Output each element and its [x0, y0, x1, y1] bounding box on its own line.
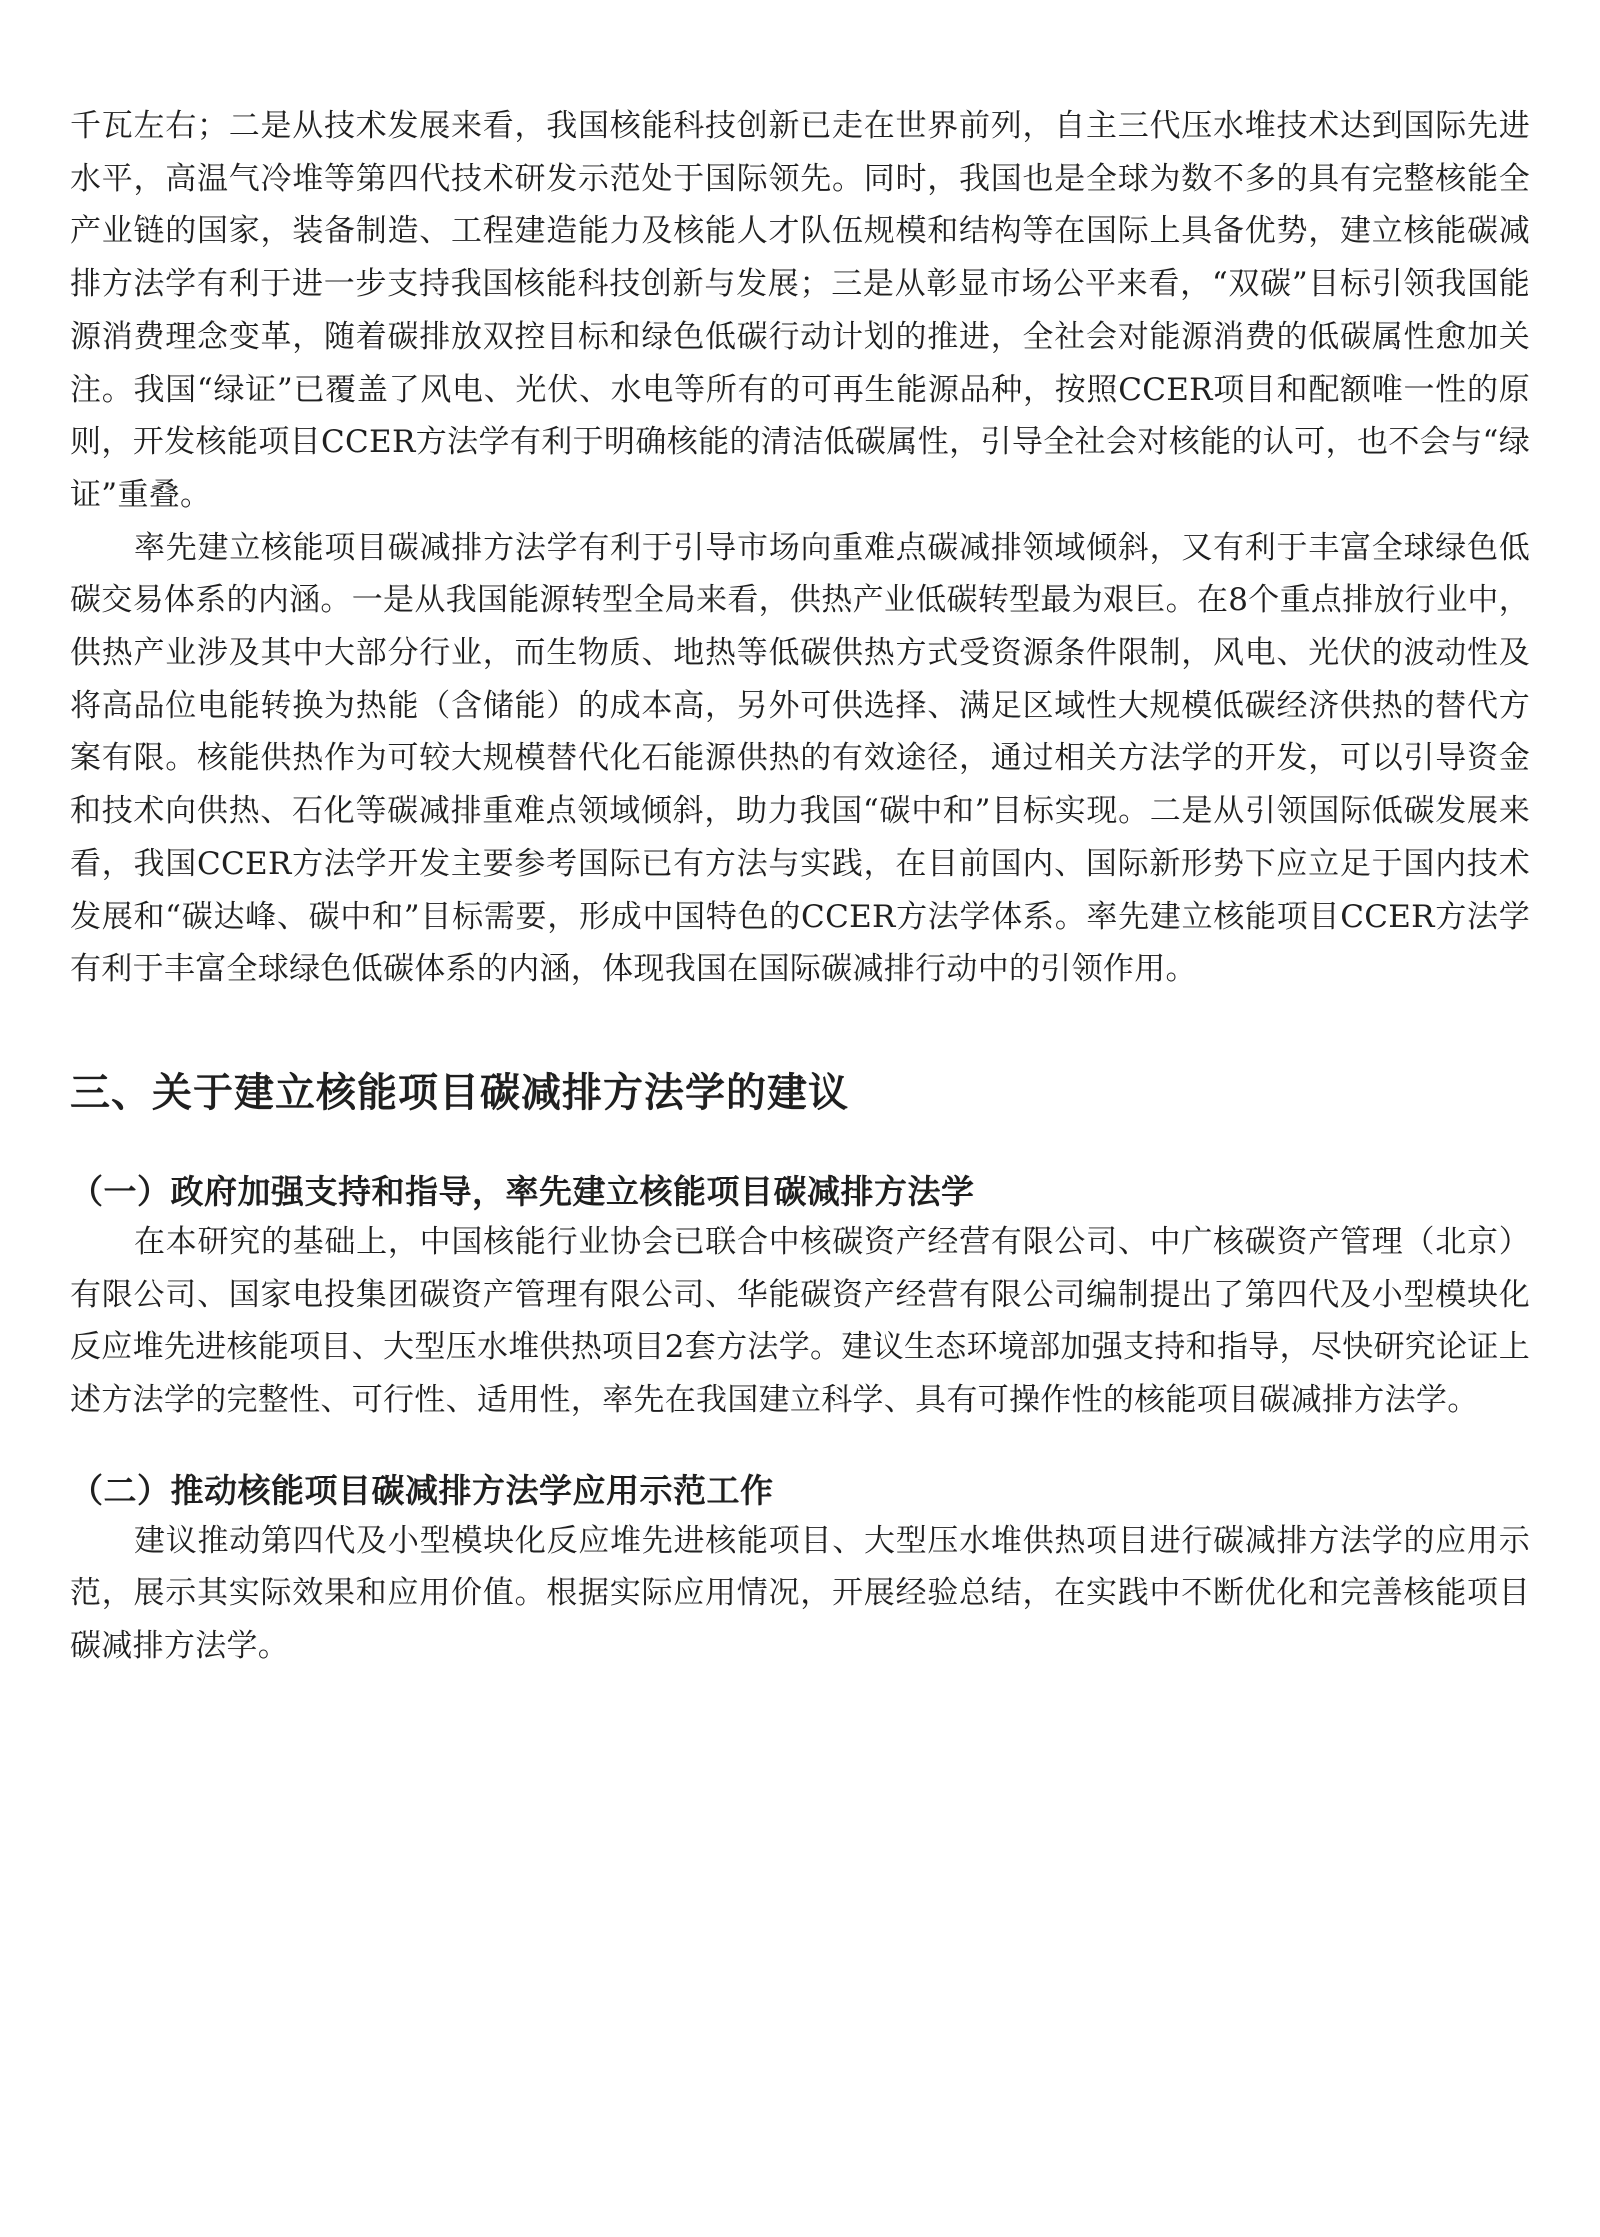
body-paragraph-2: 率先建立核能项目碳减排方法学有利于引导市场向重难点碳减排领域倾斜，又有利于丰富全球绿色低碳交易体系的内涵。一是从我国能源转型全局来看，供热产业低碳转型最为艰巨。在8个重点排放行业中，供热产业涉及其中大部分行业，而生物质、地热等低碳供热方式受资源条件限制，风电、光伏的波动性及将高品位电能转换为热能（含储能）的成本高，另外可供选择、满足区域性大规模低碳经济供热的替代方案有限。核能供热作为可较大规模替代化石能源供热的有效途径，通过相关方法学的开发，可以引导资金和技术向供热、石化等碳减排重难点领域倾斜，助力我国“碳中和”目标实现。二是从引领国际低碳发展来看，我国CCER方法学开发主要参考国际已有方法与实践，在目前国内、国际新形势下应立足于国内技术发展和“碳达峰、碳中和”目标需要，形成中国特色的CCER方法学体系。率先建立核能项目CCER方法学有利于丰富全球绿色低碳体系的内涵，体现我国在国际碳减排行动中的引领作用。 — [70, 529, 1530, 988]
body-paragraph-1: 千瓦左右；二是从技术发展来看，我国核能科技创新已走在世界前列，自主三代压水堆技术达到国际先进水平，高温气冷堆等第四代技术研发示范处于国际领先。同时，我国也是全球为数不多的具有完整核能全产业链的国家，装备制造、工程建造能力及核能人才队伍规模和结构等在国际上具备优势，建立核能碳减排方法学有利于进一步支持我国核能科技创新与发展；三是从彰显市场公平来看，“双碳”目标引领我国能源消费理念变革，随着碳排放双控目标和绿色低碳行动计划的推进，全社会对能源消费的低碳属性愈加关注。我国“绿证”已覆盖了风电、光伏、水电等所有的可再生能源品种，按照CCER项目和配额唯一性的原则，开发核能项目CCER方法学有利于明确核能的清洁低碳属性，引导全社会对核能的认可，也不会与“绿证”重叠。 — [70, 108, 1530, 513]
section-heading: 三、关于建立核能项目碳减排方法学的建议 — [70, 1069, 849, 1116]
subsection-2-paragraph: 建议推动第四代及小型模块化反应堆先进核能项目、大型压水堆供热项目进行碳减排方法学的应用示范，展示其实际效果和应用价值。根据实际应用情况，开展经验总结，在实践中不断优化和完善核能项目碳减排方法学。 — [70, 1522, 1530, 1665]
subsection-heading-2: （二）推动核能项目碳减排方法学应用示范工作 — [70, 1470, 774, 1510]
document-page — [70, 100, 1530, 1673]
subsection-heading-1: （一）政府加强支持和指导，率先建立核能项目碳减排方法学 — [70, 1171, 975, 1211]
subsection-1-paragraph: 在本研究的基础上，中国核能行业协会已联合中核碳资产经营有限公司、中广核碳资产管理（北京）有限公司、国家电投集团碳资产管理有限公司、华能碳资产经营有限公司编制提出了第四代及小型模块化反应堆先进核能项目、大型压水堆供热项目2套方法学。建议生态环境部加强支持和指导，尽快研究论证上述方法学的完整性、可行性、适用性，率先在我国建立科学、具有可操作性的核能项目碳减排方法学。 — [70, 1223, 1530, 1419]
